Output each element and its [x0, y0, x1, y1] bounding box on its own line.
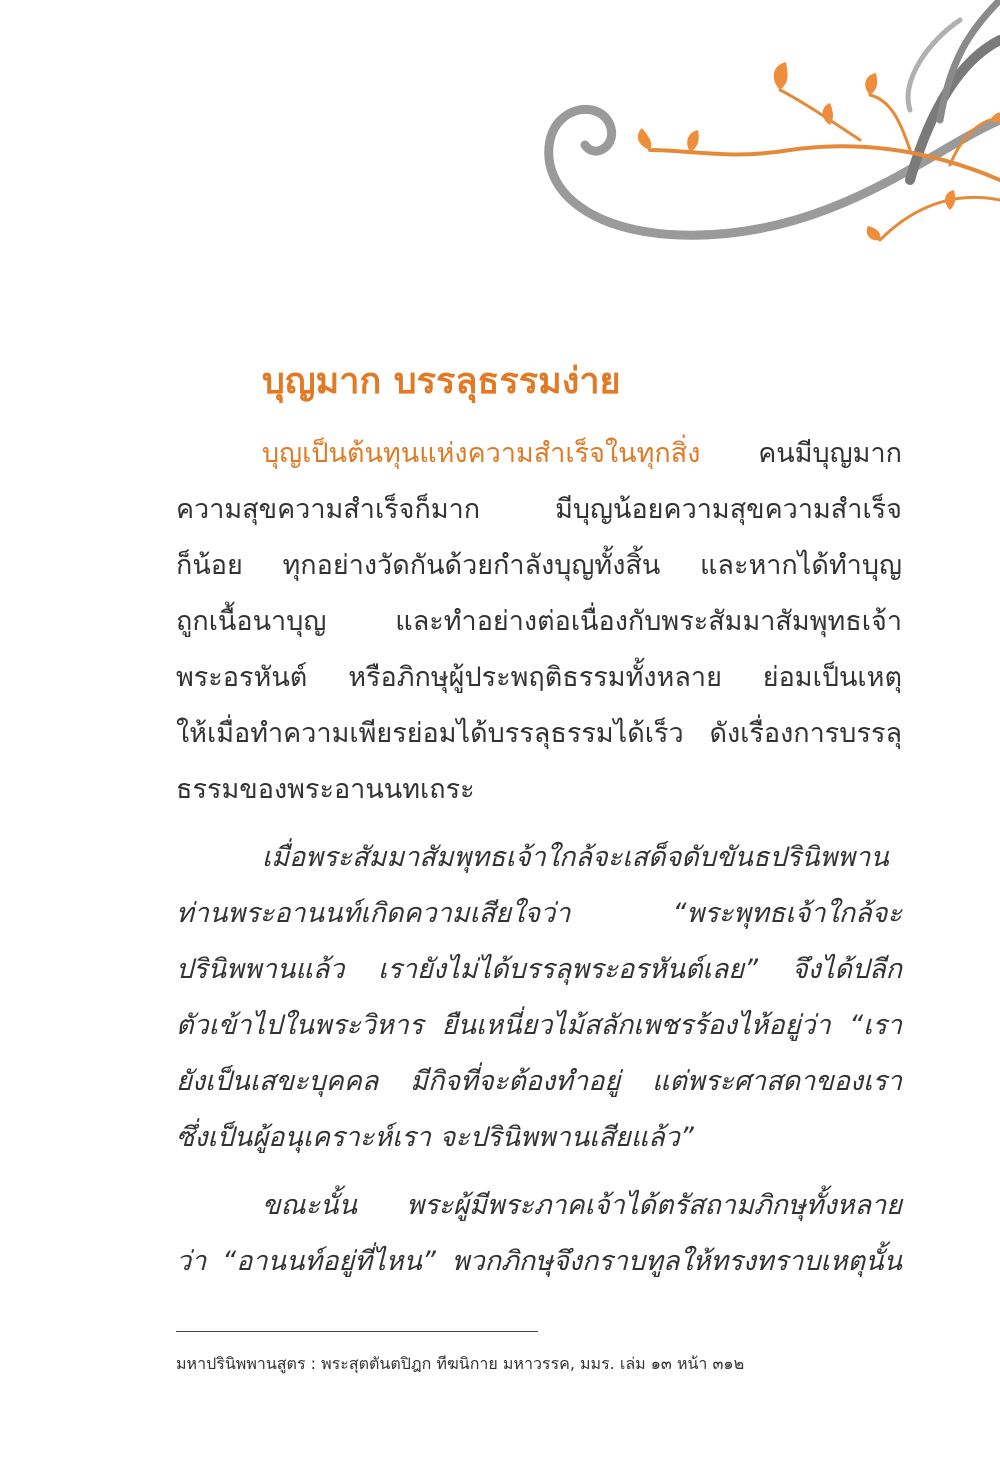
- floral-ornament: [530, 0, 1000, 270]
- paragraph-2-line-4: ตัวเข้าไปในพระวิหาร ยืนเหนี่ยวไม้สลักเพชรร้องไห้อยู่ว่า “เรา: [176, 1010, 902, 1041]
- paragraph-1-line-2: ความสุขความสำเร็จก็มาก มีบุญน้อยความสุขความสำเร็จ: [176, 494, 902, 525]
- paragraph-2-line-1: เมื่อพระสัมมาสัมพุทธเจ้าใกล้จะเสด็จดับขันธปรินิพพาน: [262, 842, 889, 873]
- paragraph-3-line-1: ขณะนั้น พระผู้มีพระภาคเจ้าได้ตรัสถามภิกษุทั้งหลาย: [262, 1190, 902, 1221]
- paragraph-2-line-3: ปรินิพพานแล้ว เรายังไม่ได้บรรลุพระอรหันต์เลย” จึงได้ปลีก: [176, 954, 902, 985]
- paragraph-2-line-2: ท่านพระอานนท์เกิดความเสียใจว่า “พระพุทธเจ้าใกล้จะ: [176, 898, 902, 929]
- paragraph-1-lead: บุญเป็นต้นทุนแห่งความสำเร็จในทุกสิ่ง: [262, 438, 701, 469]
- paragraph-1-line-6: ให้เมื่อทำความเพียรย่อมได้บรรลุธรรมได้เร็ว ดังเรื่องการบรรลุ: [176, 718, 902, 749]
- paragraph-1-line-3: ก็น้อย ทุกอย่างวัดกันด้วยกำลังบุญทั้งสิ้น และหากได้ทำบุญ: [176, 550, 902, 581]
- paragraph-2-line-6: ซึ่งเป็นผู้อนุเคราะห์เรา จะปรินิพพานเสียแล้ว”: [176, 1122, 694, 1153]
- footnote-divider: [176, 1331, 538, 1332]
- paragraph-1-line-7: ธรรมของพระอานนทเถระ: [176, 774, 475, 805]
- paragraph-1-line-1: [262, 438, 902, 470]
- paragraph-3-line-2: ว่า “อานนท์อยู่ที่ไหน” พวกภิกษุจึงกราบทูลให้ทรงทราบเหตุนั้น: [176, 1246, 902, 1277]
- paragraph-1-line-1-text: คนมีบุญมาก: [758, 438, 902, 469]
- paragraph-1-line-5: พระอรหันต์ หรือภิกษุผู้ประพฤติธรรมทั้งหลาย ย่อมเป็นเหตุ: [176, 662, 902, 693]
- page-title: บุญมาก บรรลุธรรมง่าย: [262, 361, 621, 402]
- paragraph-2-line-5: ยังเป็นเสขะบุคคล มีกิจที่จะต้องทำอยู่ แต่พระศาสดาของเรา: [176, 1066, 902, 1097]
- paragraph-1-line-4: ถูกเนื้อนาบุญ และทำอย่างต่อเนื่องกับพระสัมมาสัมพุทธเจ้า: [176, 606, 902, 637]
- footnote: มหาปรินิพพานสูตร : พระสุตตันตปิฎก ทีฆนิกาย มหาวรรค, มมร. เล่ม ๑๓ หน้า ๓๑๒: [176, 1354, 745, 1373]
